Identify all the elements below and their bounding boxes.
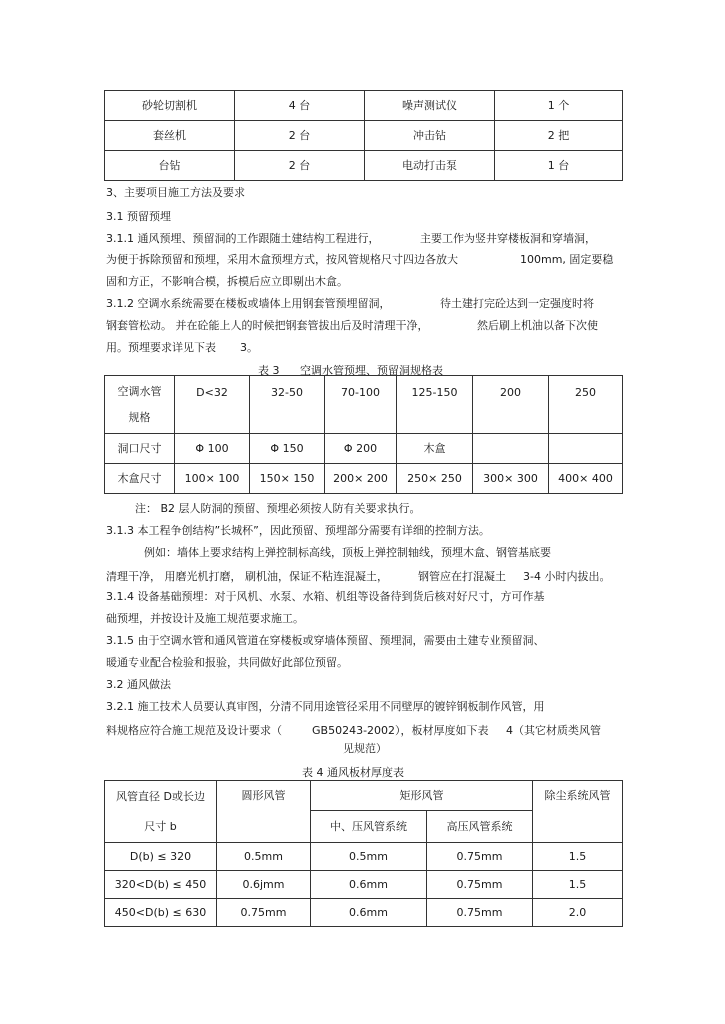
table-cell: 0.75mm [217,899,311,927]
table-cell: 1.5 [533,843,623,871]
section-3-1-heading: 3.1 预留预埋 [106,210,171,223]
table-row [105,899,623,927]
paragraph-3-1-1-line1a: 3.1.1 通风预埋、预留洞的工作跟随土建结构工程进行， [106,232,380,245]
table-cell: 0.75mm [427,871,533,899]
paragraph-3-1-3-line3c: 3-4 小时内拔出。 [523,570,611,583]
table-cell: 砂轮切割机 [105,91,235,121]
table-cell: Φ 150 [250,434,325,464]
table-cell: 木盒尺寸 [105,464,175,494]
paragraph-3-1-1-line1b: 主要工作为竖井穿楼板洞和穿墙洞， [420,232,596,245]
table-cell: 电动打击泵 [365,151,495,181]
table-row [105,871,623,899]
section-3-heading: 3、主要项目施工方法及要求 [106,186,245,199]
table-cell: 1 个 [495,91,623,121]
paragraph-3-1-2-line2a: 钢套管松动。 并在砼能上人的时候把钢套管拔出后及时清理干净， [106,319,429,332]
table-cell: 0.6jmm [217,871,311,899]
table-row [105,151,623,181]
table-3-caption-number: 表 3 [258,364,280,377]
table-cell: 洞口尺寸 [105,434,175,464]
table-cell: Φ 200 [325,434,397,464]
paragraph-3-2-1-line3: 见规范） [343,742,387,755]
table-cell: 250× 250 [397,464,473,494]
paragraph-3-1-2-line1a: 3.1.2 空调水系统需要在楼板或墙体上用钢套管预埋留洞， [106,297,391,310]
paragraph-3-2-1-line2a: 料规格应符合施工规范及设计要求（ [106,724,282,737]
table-3 [104,375,623,494]
table-4 [104,780,623,927]
table-4-header-round: 圆形风管 [217,781,311,843]
paragraph-3-1-3-line2: 例如：墙体上要求结构上弹控制标高线，顶板上弹控制轴线，预埋木盒、钢管基底要 [144,546,551,559]
paragraph-3-1-2-line3b: 3。 [240,341,258,354]
paragraph-3-1-4-line2: 础预埋，并按设计及施工规范要求施工。 [106,612,304,625]
table-cell: 噪声测试仪 [365,91,495,121]
paragraph-3-1-3-line3a: 清理干净， 用磨光机打磨， 刷机油，保证不粘连混凝土， [106,570,388,583]
paragraph-3-1-1-line2a: 为便于拆除预留和预埋，采用木盒预埋方式，按风管规格尺寸四边各放大 [106,253,458,266]
table-cell: 4 台 [235,91,365,121]
table-row [105,464,623,494]
table-cell: 125-150 [397,376,473,434]
table-cell: 0.5mm [311,843,427,871]
table-cell: 套丝机 [105,121,235,151]
table-cell: D(b) ≤ 320 [105,843,217,871]
table-cell: 300× 300 [473,464,549,494]
table-row [105,434,623,464]
paragraph-3-2-1-line2b: GB50243-2002），板材厚度如下表 [312,724,489,737]
table-4-caption: 表 4 通风板材厚度表 [302,766,404,779]
paragraph-3-1-5-line1: 3.1.5 由于空调水管和通风管道在穿楼板或穿墙体预留、预埋洞，需要由土建专业预留洞、 [106,634,545,647]
table-cell: 100× 100 [175,464,250,494]
table-cell: D<32 [175,376,250,434]
table-cell: 320<D(b) ≤ 450 [105,871,217,899]
table-cell: 2.0 [533,899,623,927]
table-4-header-high: 高压风管系统 [427,811,533,843]
table-3-caption-title: 空调水管预埋、预留洞规格表 [300,364,443,377]
table-cell: 400× 400 [549,464,623,494]
table-cell: 70-100 [325,376,397,434]
table-cell: 200 [473,376,549,434]
table-cell [549,434,623,464]
section-3-2-heading: 3.2 通风做法 [106,678,171,691]
table-row [105,781,623,811]
table-3-note: 注： B2 层人防洞的预留、预埋必须按人防有关要求执行。 [135,502,421,515]
equipment-table [104,90,623,181]
table-cell: 250 [549,376,623,434]
table-4-header-dust: 除尘系统风管 [533,781,623,843]
table-cell: 冲击钻 [365,121,495,151]
table-3-header-label-line1: 空调水管 [117,384,162,398]
table-cell: 0.75mm [427,899,533,927]
table-row [105,376,623,434]
table-row [105,91,623,121]
paragraph-3-2-1-line2c: 4（其它材质类风管 [506,724,601,737]
table-cell: 32-50 [250,376,325,434]
table-cell: 2 把 [495,121,623,151]
table-cell: 木盒 [397,434,473,464]
table-cell: 0.75mm [427,843,533,871]
table-cell: 1 台 [495,151,623,181]
table-4-header-diameter-line1: 风管直径 D或长边 [116,789,205,803]
table-4-header-mid: 中、压风管系统 [311,811,427,843]
table-cell: 台钻 [105,151,235,181]
table-row [105,121,623,151]
table-3-header-label-line2: 规格 [128,410,151,424]
table-cell: 200× 200 [325,464,397,494]
table-4-header-rect: 矩形风管 [311,781,533,811]
table-cell: 0.5mm [217,843,311,871]
paragraph-3-2-1-line1: 3.2.1 施工技术人员要认真审图，分清不同用途管径采用不同壁厚的镀锌钢板制作风管，用 [106,700,545,713]
paragraph-3-1-1-line2b: 100mm, 固定要稳 [520,253,614,266]
paragraph-3-1-4-line1: 3.1.4 设备基础预埋：对于风机、水泵、水箱、机组等设备待到货后核对好尺寸，方可作基 [106,590,545,603]
table-cell: 2 台 [235,121,365,151]
table-cell: Φ 100 [175,434,250,464]
paragraph-3-1-2-line2b: 然后刷上机油以备下次使 [477,319,598,332]
table-3-header-label [105,376,175,434]
paragraph-3-1-1-line3: 固和方正，不影响合模，拆模后应立即剔出木盒。 [106,275,348,288]
table-cell: 0.6mm [311,871,427,899]
table-4-header-diameter-line2: 尺寸 b [144,819,177,833]
table-cell [473,434,549,464]
paragraph-3-1-3-line1: 3.1.3 本工程争创结构”长城杯”，因此预留、预埋部分需要有详细的控制方法。 [106,524,490,537]
table-4-header-diameter [105,781,217,843]
table-row [105,843,623,871]
table-cell: 1.5 [533,871,623,899]
table-cell: 2 台 [235,151,365,181]
paragraph-3-1-2-line1b: 待土建打完砼达到一定强度时将 [440,297,594,310]
table-cell: 450<D(b) ≤ 630 [105,899,217,927]
table-cell: 150× 150 [250,464,325,494]
paragraph-3-1-5-line2: 暖通专业配合检验和报验，共同做好此部位预留。 [106,656,348,669]
table-cell: 0.6mm [311,899,427,927]
paragraph-3-1-3-line3b: 钢管应在打混凝土 [418,570,506,583]
paragraph-3-1-2-line3a: 用。预埋要求详见下表 [106,341,216,354]
